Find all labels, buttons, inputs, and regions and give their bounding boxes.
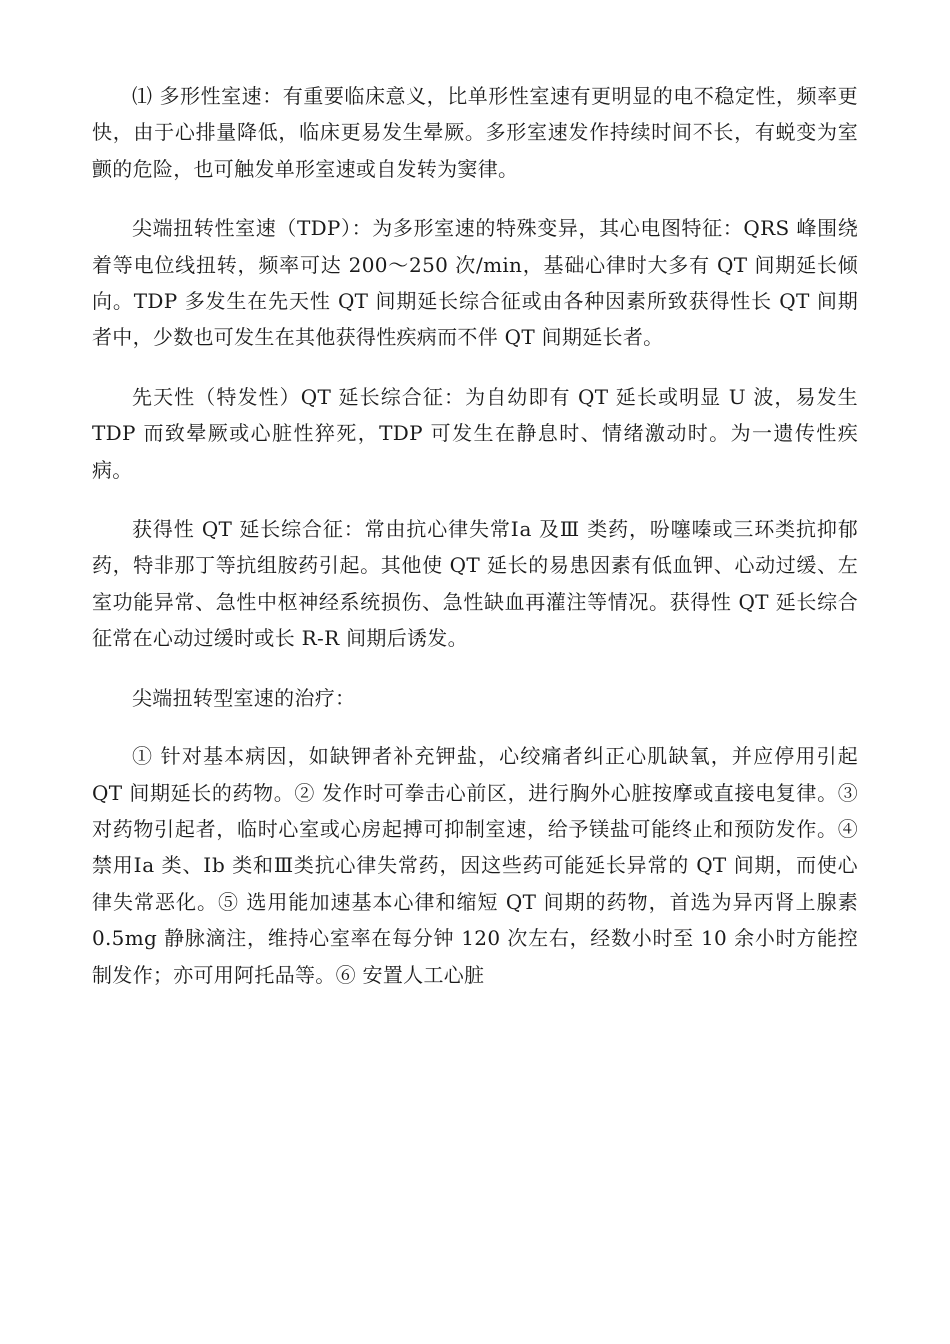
paragraph-acquired-long-qt: 获得性 QT 延长综合征：常由抗心律失常Ⅰa 及Ⅲ 类药，吩噻嗪或三环类抗抑郁药，特非那丁等抗组胺药引起。其他使 QT 延长的易患因素有低血钾、心动过缓、左室功能异常、急性中枢神经系统损伤、急性缺血再灌注等情况。获得性 QT 延长综合征常在心动过缓时或长 R-R 间期后诱发。: [92, 517, 858, 651]
paragraph-torsades-de-pointes: 尖端扭转性室速（TDP）：为多形室速的特殊变异，其心电图特征：QRS 峰围绕着等电位线扭转，频率可达 200～250 次/min，基础心律时大多有 QT 间期延长倾向。TDP 多发生在先天性 QT 间期延长综合征或由各种因素所致获得性长 QT 间期者中，少数也可发生在其他获得性疾病而不伴 QT 间期延长者。: [92, 216, 858, 350]
document-page: [92, 78, 858, 1016]
paragraph-congenital-long-qt: 先天性（特发性）QT 延长综合征：为自幼即有 QT 延长或明显 U 波，易发生 TDP 而致晕厥或心脏性猝死，TDP 可发生在静息时、情绪激动时。为一遗传性疾病。: [92, 384, 858, 482]
paragraph-treatment-steps: ① 针对基本病因，如缺钾者补充钾盐，心绞痛者纠正心肌缺氧，并应停用引起 QT 间期延长的药物。② 发作时可拳击心前区，进行胸外心脏按摩或直接电复律。③ 对药物引起者，临时心室或心房起搏可抑制室速，给予镁盐可能终止和预防发作。④ 禁用Ⅰa 类、Ⅰb 类和Ⅲ类抗心律失常药，因这些药可能延长异常的 QT 间期，而使心律失常恶化。⑤ 选用能加速基本心律和缩短 QT 间期的药物，首选为异丙肾上腺素 0.5mg 静脉滴注，维持心室率在每分钟 120 次左右，经数小时至 10 余小时方能控制发作；亦可用阿托品等。⑥ 安置人工心脏: [92, 744, 858, 987]
paragraph-polymorphic-vt: ⑴ 多形性室速：有重要临床意义，比单形性室速有更明显的电不稳定性，频率更快，由于心排量降低，临床更易发生晕厥。多形室速发作持续时间不长，有蜕变为室颤的危险，也可触发单形室速或自发转为窦律。: [92, 84, 858, 181]
paragraph-treatment-heading: 尖端扭转型室速的治疗：: [132, 685, 356, 710]
